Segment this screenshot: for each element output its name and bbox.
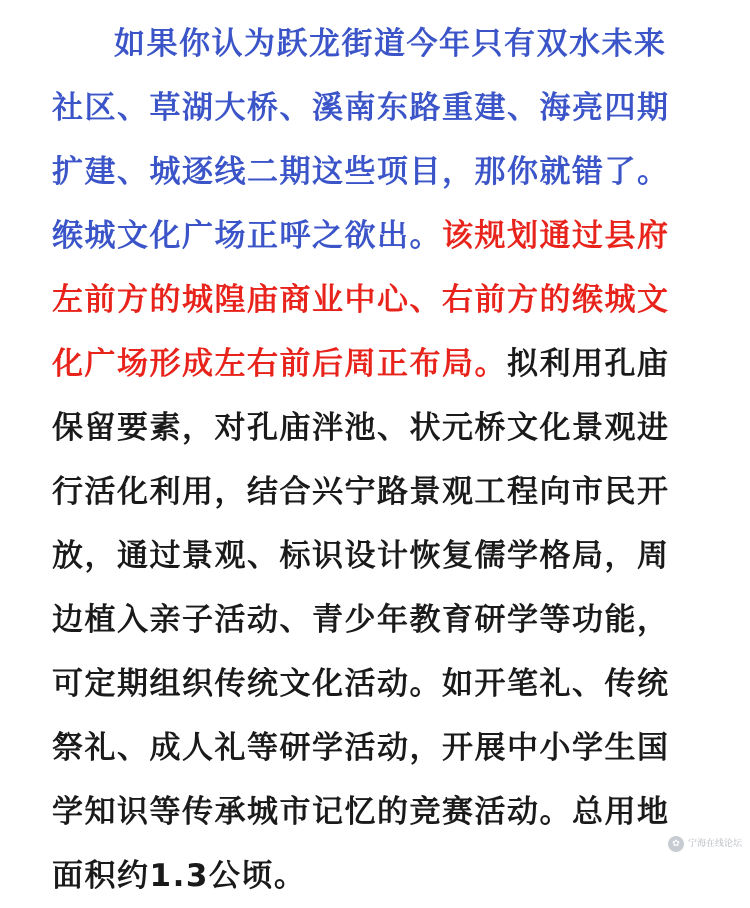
text-segment: 化广场形成左右前后周正布局。 [52, 346, 507, 382]
text-line [52, 12, 702, 76]
text-segment: 行活化利用，结合兴宁路景观工程向市民开 [52, 474, 670, 510]
text-segment: 如果你认为跃龙街道今年只有双水未来 [114, 26, 667, 62]
text-segment: 社区、草湖大桥、溪南东路重建、海亮四期 [52, 90, 670, 126]
text-segment: 扩建、城逐线二期这些项目，那你就错了。 [52, 154, 670, 190]
text-line [52, 716, 702, 780]
watermark-logo-icon: ✿ [668, 836, 684, 852]
text-segment: 学知识等传承城市记忆的竞赛活动。总用地 [52, 794, 670, 830]
text-line [52, 332, 702, 396]
text-line [52, 588, 702, 652]
text-line [52, 204, 702, 268]
text-segment: 放，通过景观、标识设计恢复儒学格局，周 [52, 538, 670, 574]
text-segment: 面积约1.3公顷。 [52, 858, 307, 894]
text-line [52, 460, 702, 524]
watermark [668, 836, 742, 852]
text-line [52, 780, 702, 844]
text-segment: 缑城文化广场正呼之欲出。 [52, 218, 442, 254]
text-line [52, 652, 702, 716]
text-line [52, 268, 702, 332]
text-line [52, 76, 702, 140]
text-line [52, 396, 702, 460]
text-segment: 可定期组织传统文化活动。如开笔礼、传统 [52, 666, 670, 702]
text-segment: 左前方的城隍庙商业中心、右前方的缑城文 [52, 282, 670, 318]
text-line [52, 140, 702, 204]
watermark-text: 宁海在线论坛 [687, 838, 742, 849]
text-segment: 该规划通过县府 [442, 218, 670, 254]
text-segment: 祭礼、成人礼等研学活动，开展中小学生国 [52, 730, 670, 766]
text-line [52, 844, 702, 908]
text-segment: 拟利用孔庙 [507, 346, 670, 382]
text-line [52, 524, 702, 588]
text-segment: 保留要素，对孔庙泮池、状元桥文化景观进 [52, 410, 670, 446]
text-segment: 边植入亲子活动、青少年教育研学等功能， [52, 602, 670, 638]
article-text [52, 12, 702, 908]
